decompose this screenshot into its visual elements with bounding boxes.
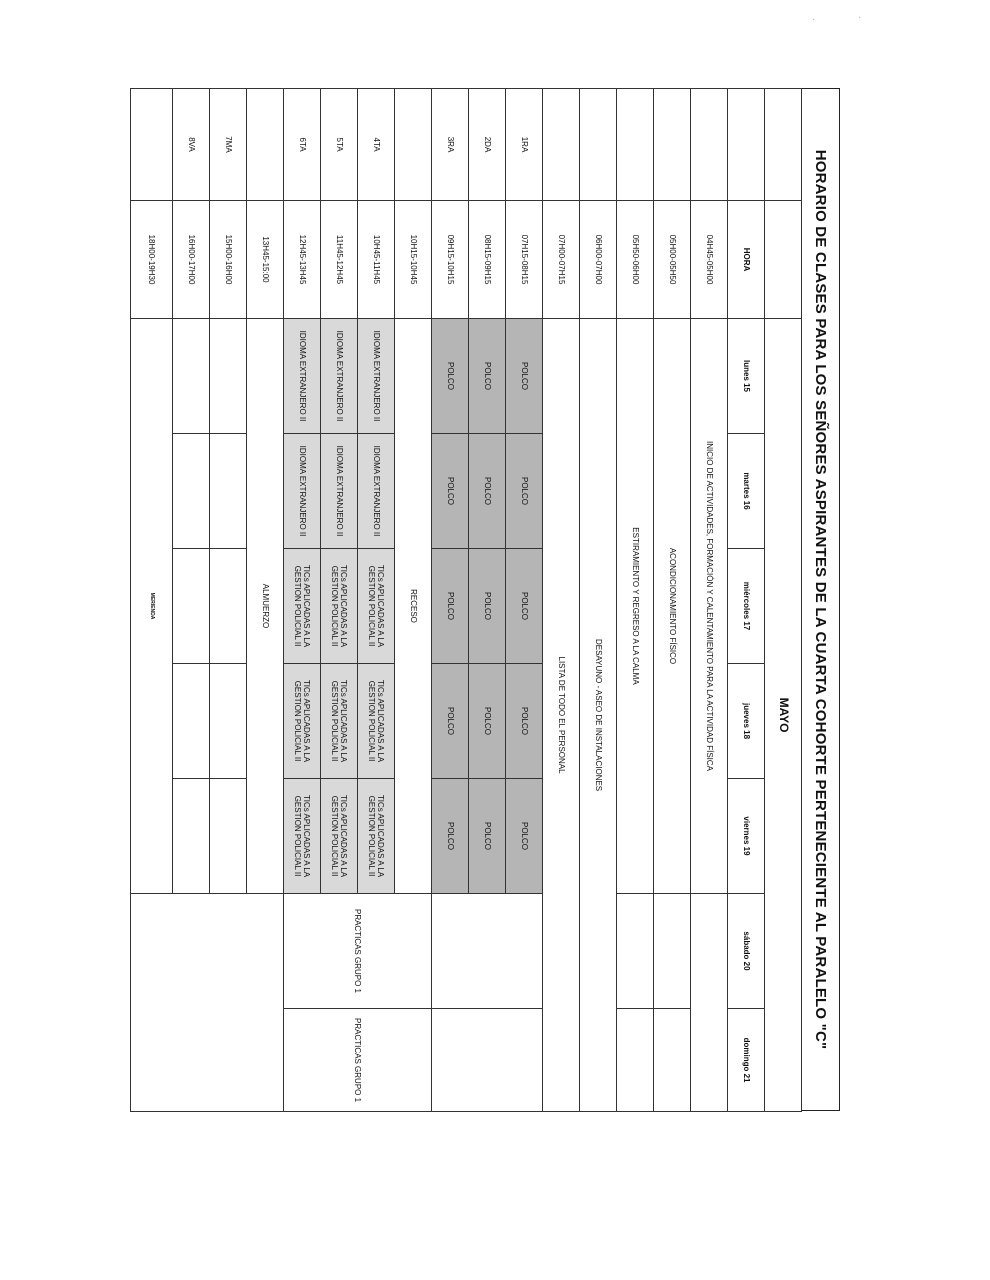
day-header-martes: martes 16 bbox=[728, 434, 765, 549]
activity-cell: DESAYUNO - ASEO DE INSTALACIONES bbox=[580, 319, 617, 1112]
class-cell: POLCO bbox=[469, 664, 506, 779]
time-cell: 08H15-09H15 bbox=[469, 201, 506, 319]
class-cell: IDIOMA EXTRANJERO II bbox=[284, 319, 321, 434]
schedule-row bbox=[654, 89, 691, 1112]
weekend-blank-cell bbox=[654, 894, 691, 1009]
time-cell: 10H15-10H45 bbox=[395, 201, 432, 319]
class-cell: IDIOMA EXTRANJERO II bbox=[284, 434, 321, 549]
schedule-row bbox=[543, 89, 580, 1112]
hora-header: HORA bbox=[728, 201, 765, 319]
class-cell: POLCO bbox=[506, 549, 543, 664]
ordinal-cell: 1RA bbox=[506, 89, 543, 201]
weekend-blank-cell bbox=[131, 894, 284, 1112]
time-cell: 16H00-17H00 bbox=[173, 201, 210, 319]
ordinal-cell: 2DA bbox=[469, 89, 506, 201]
class-cell bbox=[210, 319, 247, 434]
schedule-title: HORARIO DE CLASES PARA LOS SEÑORES ASPIRANTES DE LA CUARTA COHORTE PERTENECIENTE AL PARALELO "C" bbox=[802, 88, 840, 1111]
weekend-blank-cell bbox=[617, 1009, 654, 1112]
weekend-blank-cell bbox=[654, 1009, 691, 1112]
weekend-practice-cell: PRACTICAS GRUPO 1 bbox=[284, 1009, 432, 1112]
activity-cell: ESTIRAMIENTO Y REGRESO A LA CALMA bbox=[617, 319, 654, 894]
class-cell: TICs APLICADAS A LA GESTION POLICIAL II bbox=[321, 664, 358, 779]
schedule-page-frame bbox=[130, 88, 840, 1111]
schedule-table bbox=[130, 88, 802, 1112]
weekend-blank-cell bbox=[691, 894, 728, 1112]
class-cell: POLCO bbox=[469, 549, 506, 664]
time-cell: 09H15-10H15 bbox=[432, 201, 469, 319]
month-corner-cell bbox=[765, 89, 802, 201]
class-cell: IDIOMA EXTRANJERO II bbox=[321, 319, 358, 434]
activity-cell: LISTA DE TODO EL PERSONAL bbox=[543, 319, 580, 1112]
class-cell: POLCO bbox=[506, 779, 543, 894]
ordinal-cell: 6TA bbox=[284, 89, 321, 201]
time-cell: 10H45-11H45 bbox=[358, 201, 395, 319]
schedule-row bbox=[506, 89, 543, 1112]
weekend-blank-cell bbox=[432, 894, 543, 1009]
class-cell: TICs APLICADAS A LA GESTION POLICIAL II bbox=[284, 779, 321, 894]
day-header-lunes: lunes 15 bbox=[728, 319, 765, 434]
class-cell bbox=[210, 549, 247, 664]
class-cell: TICs APLICADAS A LA GESTION POLICIAL II bbox=[284, 549, 321, 664]
time-cell: 13H45-15:00 bbox=[247, 201, 284, 319]
class-cell bbox=[173, 549, 210, 664]
day-header-sabado: sábado 20 bbox=[728, 894, 765, 1009]
schedule-row bbox=[395, 89, 432, 1112]
class-cell: IDIOMA EXTRANJERO II bbox=[321, 434, 358, 549]
ordinal-cell bbox=[543, 89, 580, 201]
month-label: MAYO bbox=[765, 319, 802, 1112]
schedule-sheet bbox=[130, 88, 840, 1111]
class-cell bbox=[173, 319, 210, 434]
ordinal-cell bbox=[580, 89, 617, 201]
class-cell: POLCO bbox=[432, 319, 469, 434]
activity-cell: INICIO DE ACTIVIDADES, FORMACIÓN Y CALENTAMIENTO PARA LA ACTIVIDAD FÍSICA bbox=[691, 319, 728, 894]
class-cell: POLCO bbox=[506, 664, 543, 779]
ordinal-cell bbox=[131, 89, 173, 201]
ordinal-cell bbox=[691, 89, 728, 201]
class-cell: POLCO bbox=[469, 779, 506, 894]
ordinal-cell: 8VA bbox=[173, 89, 210, 201]
ordinal-cell bbox=[395, 89, 432, 201]
class-cell: POLCO bbox=[506, 319, 543, 434]
class-cell: POLCO bbox=[432, 664, 469, 779]
class-cell: TICs APLICADAS A LA GESTION POLICIAL II bbox=[284, 664, 321, 779]
time-cell: 04H45-05H00 bbox=[691, 201, 728, 319]
class-cell bbox=[173, 779, 210, 894]
weekend-blank-cell bbox=[432, 1009, 543, 1112]
class-cell bbox=[173, 434, 210, 549]
ordinal-header-cell bbox=[728, 89, 765, 201]
class-cell: POLCO bbox=[432, 434, 469, 549]
class-cell: TICs APLICADAS A LA GESTION POLICIAL II bbox=[358, 549, 395, 664]
class-cell: IDIOMA EXTRANJERO II bbox=[358, 319, 395, 434]
month-row bbox=[765, 89, 802, 1112]
ordinal-cell: 4TA bbox=[358, 89, 395, 201]
class-cell: IDIOMA EXTRANJERO II bbox=[358, 434, 395, 549]
day-header-viernes: viernes 19 bbox=[728, 779, 765, 894]
class-cell: TICs APLICADAS A LA GESTION POLICIAL II bbox=[358, 779, 395, 894]
scan-speck: · bbox=[812, 14, 816, 25]
activity-cell: ALMUERZO bbox=[247, 319, 284, 894]
time-cell: 12H45-13H45 bbox=[284, 201, 321, 319]
class-cell bbox=[173, 664, 210, 779]
activity-cell: ACONDICIONAMIENTO FÍSICO bbox=[654, 319, 691, 894]
day-header-jueves: jueves 18 bbox=[728, 664, 765, 779]
day-header-miercoles: miércoles 17 bbox=[728, 549, 765, 664]
time-cell: 05H50-06H00 bbox=[617, 201, 654, 319]
activity-cell: RECESO bbox=[395, 319, 432, 894]
ordinal-cell: 7MA bbox=[210, 89, 247, 201]
time-cell: 11H45-12H45 bbox=[321, 201, 358, 319]
class-cell: TICs APLICADAS A LA GESTION POLICIAL II bbox=[321, 779, 358, 894]
time-cell: 15H00-16H00 bbox=[210, 201, 247, 319]
ordinal-cell: 3RA bbox=[432, 89, 469, 201]
class-cell bbox=[210, 779, 247, 894]
ordinal-cell: 5TA bbox=[321, 89, 358, 201]
day-header-domingo: domingo 21 bbox=[728, 1009, 765, 1112]
class-cell bbox=[210, 434, 247, 549]
weekend-practice-cell: PRACTICAS GRUPO 1 bbox=[284, 894, 432, 1009]
class-cell: TICs APLICADAS A LA GESTION POLICIAL II bbox=[321, 549, 358, 664]
class-cell: POLCO bbox=[469, 319, 506, 434]
class-cell bbox=[210, 664, 247, 779]
class-cell: POLCO bbox=[432, 549, 469, 664]
time-cell: 07H15-08H15 bbox=[506, 201, 543, 319]
schedule-row bbox=[247, 89, 284, 1112]
schedule-row bbox=[617, 89, 654, 1112]
time-cell: 18H00-19H30 bbox=[131, 201, 173, 319]
weekend-blank-cell bbox=[617, 894, 654, 1009]
activity-cell: MERIENDA bbox=[131, 319, 173, 894]
ordinal-cell bbox=[247, 89, 284, 201]
header-row bbox=[728, 89, 765, 1112]
class-cell: POLCO bbox=[432, 779, 469, 894]
schedule-row bbox=[691, 89, 728, 1112]
class-cell: TICs APLICADAS A LA GESTION POLICIAL II bbox=[358, 664, 395, 779]
schedule-row bbox=[580, 89, 617, 1112]
time-cell: 06H00-07H00 bbox=[580, 201, 617, 319]
month-corner-cell bbox=[765, 201, 802, 319]
class-cell: POLCO bbox=[506, 434, 543, 549]
ordinal-cell bbox=[617, 89, 654, 201]
time-cell: 05H00-05H50 bbox=[654, 201, 691, 319]
ordinal-cell bbox=[654, 89, 691, 201]
time-cell: 07H00-07H15 bbox=[543, 201, 580, 319]
class-cell: POLCO bbox=[469, 434, 506, 549]
scan-speck: · bbox=[858, 12, 862, 23]
